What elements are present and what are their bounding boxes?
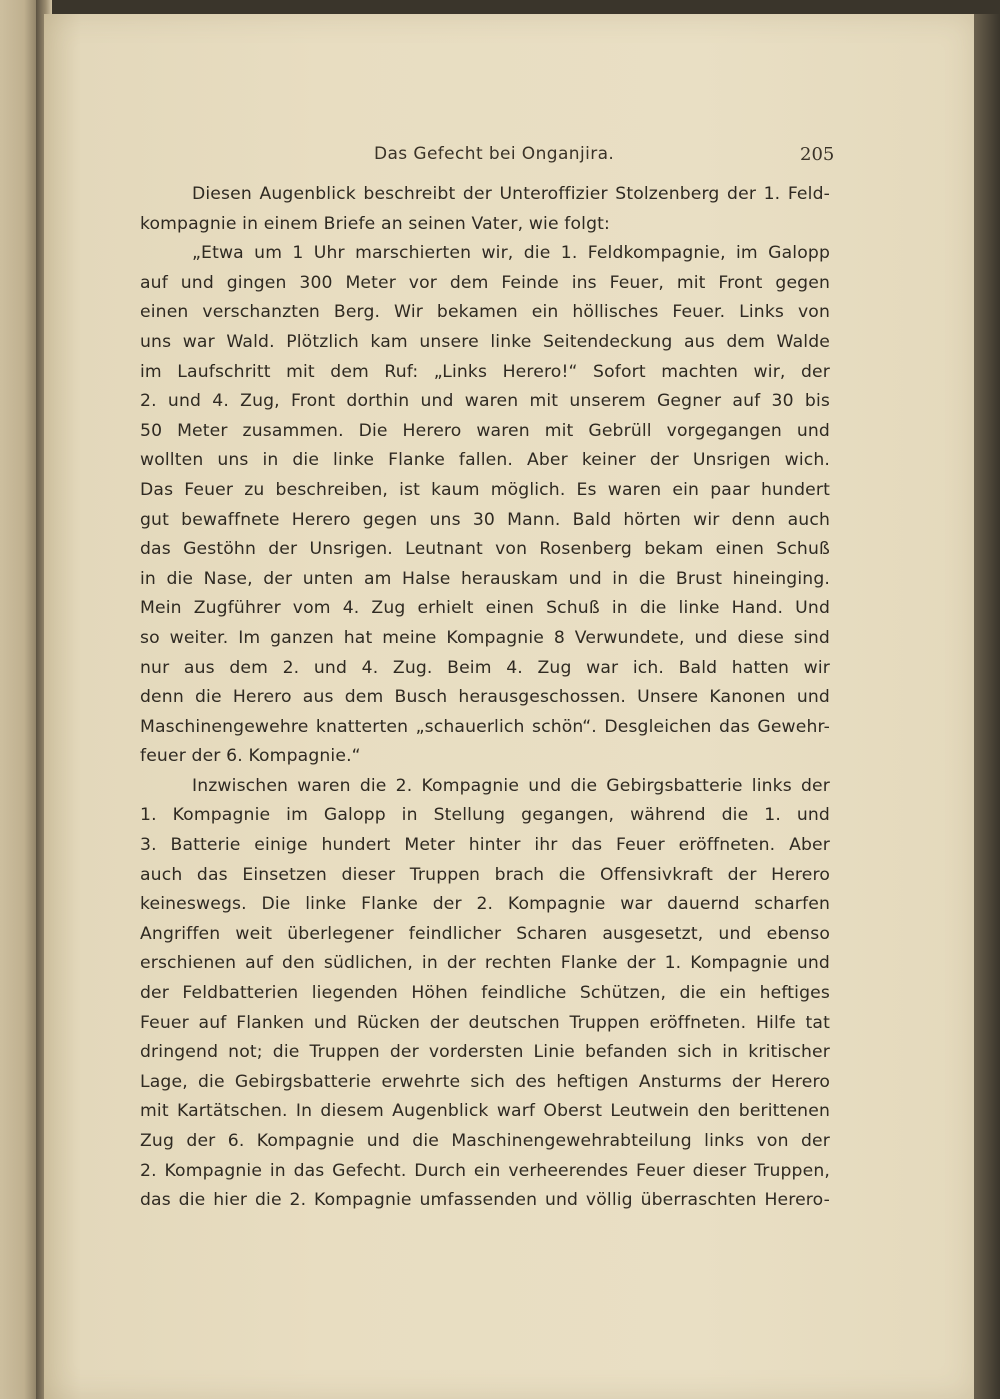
text-line: 3. Batterie einige hundert Meter hinter ihr das Feuer eröffneten. Aber	[140, 835, 830, 856]
text-line: Inzwischen waren die 2. Kompagnie und die Gebirgsbatterie links der	[192, 775, 830, 796]
text-line: kompagnie in einem Briefe an seinen Vater, wie folgt:	[140, 213, 610, 234]
page-edge-shadow	[974, 14, 1000, 1399]
text-line: im Laufschritt mit dem Ruf: „Links Herero!“ Sofort machten wir, der	[140, 361, 830, 382]
text-line: keineswegs. Die linke Flanke der 2. Kompagnie war dauernd scharfen	[140, 894, 830, 915]
text-line: mit Kartätschen. In diesem Augenblick warf Oberst Leutwein den berittenen	[140, 1101, 830, 1122]
text-line: uns war Wald. Plötzlich kam unsere linke Seitendeckung aus dem Walde	[140, 331, 830, 352]
body-text	[140, 180, 830, 1216]
page-number: 205	[800, 144, 835, 165]
text-line: Maschinengewehre knatterten „schauerlich schön“. Desgleichen das Gewehr-	[140, 716, 830, 737]
text-line: 2. und 4. Zug, Front dorthin und waren mit unserem Gegner auf 30 bis	[140, 391, 830, 412]
text-line: auch das Einsetzen dieser Truppen brach die Offensivkraft der Herero	[140, 864, 830, 885]
text-line: 1. Kompagnie im Galopp in Stellung gegangen, während die 1. und	[140, 805, 830, 826]
text-line: feuer der 6. Kompagnie.“	[140, 746, 361, 767]
text-line: Zug der 6. Kompagnie und die Maschinengewehrabteilung links von der	[140, 1131, 830, 1151]
text-line: „Etwa um 1 Uhr marschierten wir, die 1. Feldkompagnie, im Galopp	[192, 243, 830, 264]
text-line: gut bewaffnete Herero gegen uns 30 Mann. Bald hörten wir denn auch	[140, 509, 830, 530]
text-line: denn die Herero aus dem Busch herausgeschossen. Unsere Kanonen und	[140, 687, 830, 708]
text-line: der Feldbatterien liegenden Höhen feindliche Schützen, die ein heftiges	[140, 983, 830, 1004]
book-page	[44, 14, 974, 1399]
page-header	[44, 140, 974, 170]
text-line: Angriffen weit überlegener feindlicher Scharen ausgesetzt, und ebenso	[140, 923, 830, 944]
text-line: in die Nase, der unten am Halse herauskam und in die Brust hineinging.	[140, 568, 830, 589]
text-line: das Gestöhn der Unsrigen. Leutnant von Rosenberg bekam einen Schuß	[140, 539, 830, 560]
text-line: Feuer auf Flanken und Rücken der deutschen Truppen eröffneten. Hilfe tat	[140, 1012, 830, 1033]
text-line: dringend not; die Truppen der vordersten Linie befanden sich in kritischer	[140, 1042, 830, 1063]
text-line: Lage, die Gebirgsbatterie erwehrte sich des heftigen Ansturms der Herero	[140, 1071, 830, 1092]
text-line: 2. Kompagnie in das Gefecht. Durch ein verheerendes Feuer dieser Truppen,	[140, 1160, 830, 1181]
text-line: auf und gingen 300 Meter vor dem Feinde ins Feuer, mit Front gegen	[140, 272, 830, 293]
text-line: so weiter. Im ganzen hat meine Kompagnie 8 Verwundete, und diese sind	[140, 627, 830, 648]
text-line: wollten uns in die linke Flanke fallen. Aber keiner der Unsrigen wich.	[140, 450, 830, 471]
text-line: das die hier die 2. Kompagnie umfassenden und völlig überraschten Herero-	[140, 1190, 830, 1211]
text-line: Diesen Augenblick beschreibt der Unteroffizier Stolzenberg der 1. Feld-	[192, 184, 830, 204]
text-line: 50 Meter zusammen. Die Herero waren mit Gebrüll vorgegangen und	[140, 420, 830, 441]
text-line: nur aus dem 2. und 4. Zug. Beim 4. Zug war ich. Bald hatten wir	[140, 657, 830, 678]
text-line: Das Feuer zu beschreiben, ist kaum möglich. Es waren ein paar hundert	[140, 479, 830, 500]
running-title: Das Gefecht bei Onganjira.	[374, 144, 615, 164]
text-line: einen verschanzten Berg. Wir bekamen ein höllisches Feuer. Links von	[140, 302, 830, 323]
text-line: erschienen auf den südlichen, in der rechten Flanke der 1. Kompagnie und	[140, 953, 830, 974]
text-line: Mein Zugführer vom 4. Zug erhielt einen Schuß in die linke Hand. Und	[140, 598, 830, 619]
